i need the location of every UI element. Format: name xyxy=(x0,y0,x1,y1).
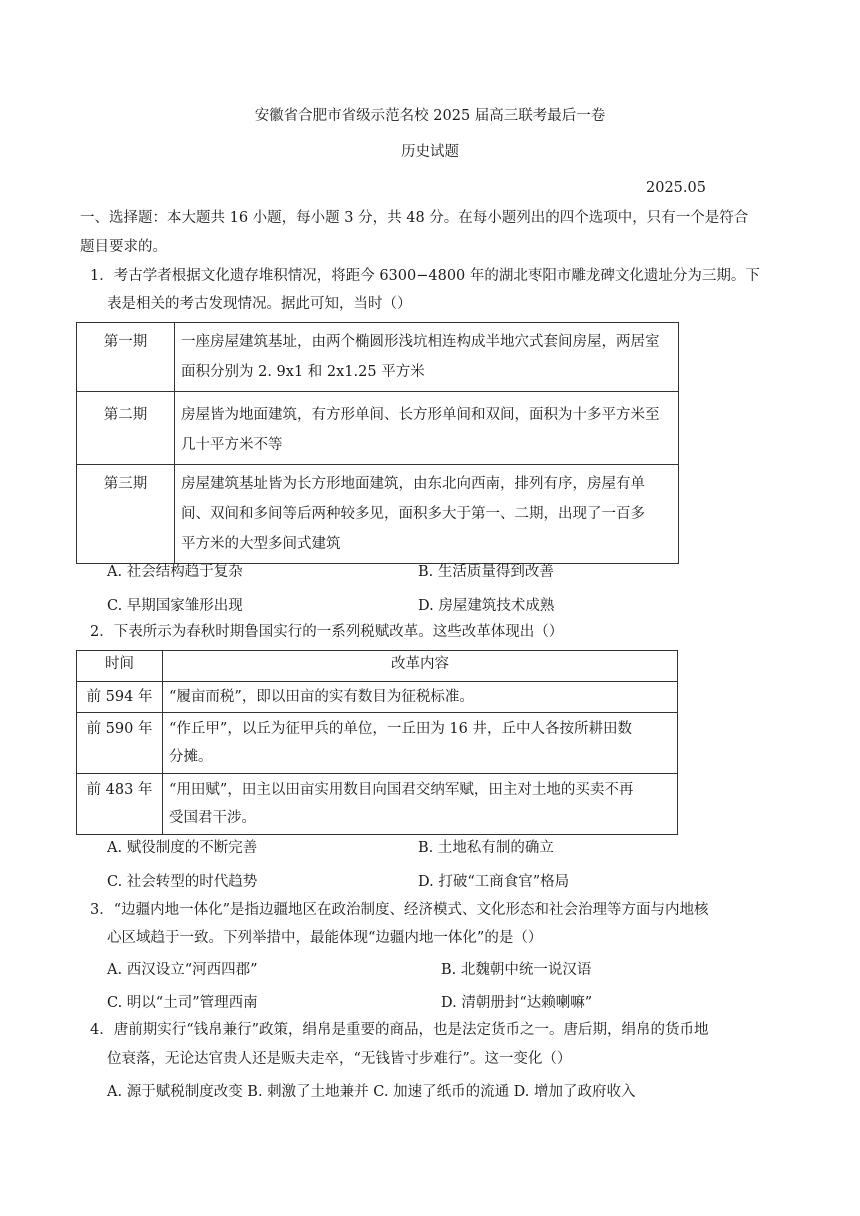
q2-time-cell xyxy=(77,774,163,835)
q1-stem-line2: 表是相关的考古发现情况。据此可知，当时（） xyxy=(107,296,412,312)
q2-row3-line2: 受国君干涉。 xyxy=(169,810,256,826)
q1-option-c[interactable]: C. 早期国家雏形出现 xyxy=(107,598,243,614)
q1-stage-cell xyxy=(77,323,175,392)
section-instruction-line1: 一、选择题：本大题共 16 小题，每小题 3 分，共 48 分。在每小题列出的四个选项中，只有一个是符合 xyxy=(80,210,749,226)
q4-stem-line2: 位衰落，无论达官贵人还是贩夫走卒，“无钱皆寸步难行”。这一变化（） xyxy=(107,1051,572,1067)
q1-stage-2: 第二期 xyxy=(103,407,148,423)
table-row xyxy=(77,651,678,682)
table-row xyxy=(77,323,679,392)
q1-row2-line2: 几十平方米不等 xyxy=(181,437,283,453)
q3-stem-line2: 心区域趋于一致。下列举措中，最能体现“边疆内地一体化”的是（） xyxy=(107,930,543,946)
q2-row2-line2: 分摊。 xyxy=(169,749,213,765)
q2-option-a[interactable]: A. 赋役制度的不断完善 xyxy=(107,840,258,856)
q2-header-time xyxy=(77,651,163,682)
table-row xyxy=(77,392,679,465)
q2-row3-line1: “用田赋”，田主以田亩实用数目向国君交纳军赋，田主对土地的买卖不再 xyxy=(169,782,634,798)
q1-row3-line1: 房屋建筑基址皆为长方形地面建筑，由东北向西南，排列有序，房屋有单 xyxy=(181,476,645,492)
q1-row1-line2: 面积分别为 2. 9x1 和 2x1.25 平方米 xyxy=(181,364,425,380)
q1-row2-line1: 房屋皆为地面建筑，有方形单间、长方形单间和双间，面积为十多平方米至 xyxy=(181,407,660,423)
exam-date: 2025.05 xyxy=(646,180,706,196)
q3-option-a[interactable]: A. 西汉设立“河西四郡” xyxy=(107,962,258,978)
q2-option-c[interactable]: C. 社会转型的时代趋势 xyxy=(107,874,258,890)
q1-table xyxy=(76,322,679,564)
q1-row1-line1: 一座房屋建筑基址，由两个椭圆形浅坑相连构成半地穴式套间房屋，两居室 xyxy=(181,334,660,350)
q2-time-3: 前 483 年 xyxy=(86,782,153,798)
q2-time-2: 前 590 年 xyxy=(86,721,153,737)
table-row xyxy=(77,774,678,835)
q2-content-cell xyxy=(163,713,678,774)
q3-option-c[interactable]: C. 明以“土司”管理西南 xyxy=(107,995,258,1011)
q4-stem-line1: 4．唐前期实行“钱帛兼行”政策，绢帛是重要的商品，也是法定货币之一。唐后期，绢帛的货币地 xyxy=(90,1022,709,1038)
table-row xyxy=(77,682,678,713)
q1-row3-line3: 平方米的大型多间式建筑 xyxy=(181,536,341,552)
q2-row1-line1: “履亩而税”，即以田亩的实有数目为征税标准。 xyxy=(169,689,474,705)
exam-title: 安徽省合肥市省级示范名校 2025 届高三联考最后一卷 xyxy=(254,108,606,124)
q1-content-cell xyxy=(175,392,679,465)
q2-row2-line1: “作丘甲”，以丘为征甲兵的单位，一丘田为 16 井，丘中人各按所耕田数 xyxy=(169,721,632,737)
q3-stem-line1: 3．“边疆内地一体化”是指边疆地区在政治制度、经济模式、文化形态和社会治理等方面与内地核 xyxy=(90,902,709,918)
q2-stem-line1: 2．下表所示为春秋时期鲁国实行的一系列税赋改革。这些改革体现出（） xyxy=(90,624,564,640)
q2-content-cell xyxy=(163,774,678,835)
q2-header-time-label: 时间 xyxy=(105,656,134,672)
q2-content-cell xyxy=(163,682,678,713)
q1-option-d[interactable]: D. 房屋建筑技术成熟 xyxy=(418,598,555,614)
table-row xyxy=(77,713,678,774)
subject-title: 历史试题 xyxy=(401,144,459,160)
q1-option-a[interactable]: A. 社会结构趋于复杂 xyxy=(107,564,243,580)
q4-options[interactable]: A. 源于赋税制度改变 B. 刺激了土地兼并 C. 加速了纸币的流通 D. 增加了政府收入 xyxy=(107,1084,636,1100)
q1-stage-3: 第三期 xyxy=(103,476,148,492)
table-row xyxy=(77,465,679,564)
q2-option-d[interactable]: D. 打破“工商食官”格局 xyxy=(418,874,570,890)
q2-time-cell xyxy=(77,682,163,713)
section-instruction-line2: 题目要求的。 xyxy=(80,239,167,255)
q2-table xyxy=(76,650,678,835)
q1-content-cell xyxy=(175,323,679,392)
q1-stage-1: 第一期 xyxy=(103,334,148,350)
q1-stem-line1: 1．考古学者根据文化遗存堆积情况，将距今 6300−4800 年的湖北枣阳市雕龙碑文化遗址分为三期。下 xyxy=(90,268,760,284)
q2-header-content xyxy=(163,651,678,682)
q2-header-content-label: 改革内容 xyxy=(391,656,449,672)
q1-stage-cell xyxy=(77,392,175,465)
q3-option-b[interactable]: B. 北魏朝中统一说汉语 xyxy=(441,962,592,978)
q2-time-cell xyxy=(77,713,163,774)
q2-option-b[interactable]: B. 土地私有制的确立 xyxy=(418,840,554,856)
q1-content-cell xyxy=(175,465,679,564)
q3-option-d[interactable]: D. 清朝册封“达赖喇嘛” xyxy=(441,995,593,1011)
q1-row3-line2: 间、双间和多间等后两种较多见，面积多大于第一、二期，出现了一百多 xyxy=(181,506,645,522)
q1-option-b[interactable]: B. 生活质量得到改善 xyxy=(418,564,554,580)
q1-stage-cell xyxy=(77,465,175,564)
q2-time-1: 前 594 年 xyxy=(86,689,153,705)
